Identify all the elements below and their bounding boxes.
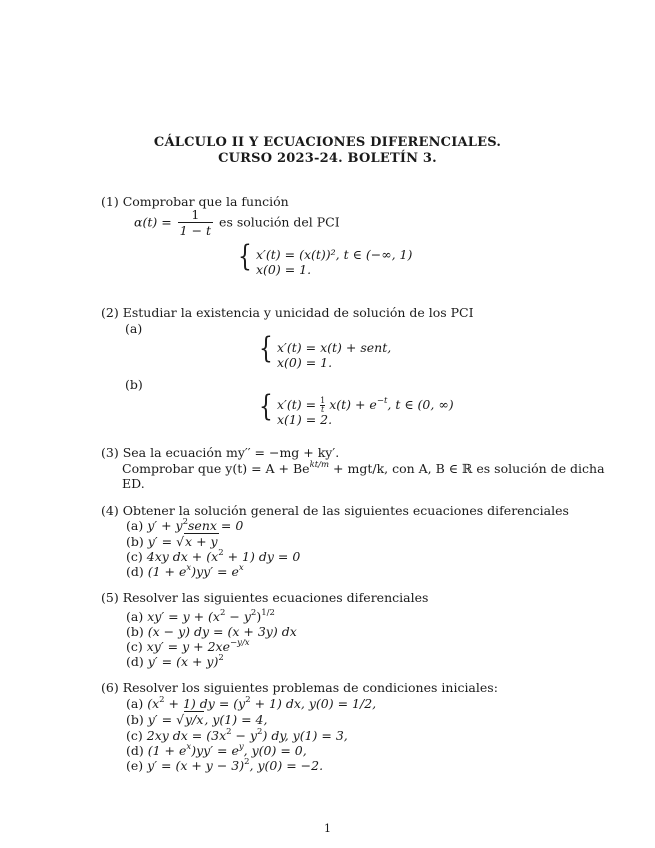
problem-1-eq1: x′(t) = (x(t))², t ∈ (−∞, 1) bbox=[256, 247, 413, 262]
problem-6-statement: (6) Resolver los siguientes problemas de condiciones iniciales: bbox=[101, 680, 498, 695]
problem-1-statement: (1) Comprobar que la función bbox=[101, 194, 289, 209]
system-brace: { bbox=[259, 331, 273, 365]
problem-5d: (d) $y' = (x + y)^2$ bbox=[126, 653, 224, 669]
problem-4a: (a) $y' + y^2senx = 0$ bbox=[126, 517, 244, 533]
page-number: 1 bbox=[324, 822, 331, 835]
problem-5-statement: (5) Resolver las siguientes ecuaciones diferenciales bbox=[101, 590, 429, 605]
problem-5-number: (5) bbox=[101, 590, 119, 605]
problem-3-line3: ED. bbox=[122, 476, 145, 491]
problem-1-number: (1) bbox=[101, 194, 119, 209]
system-brace: { bbox=[238, 239, 252, 273]
problem-6a: (a) $(x^2 + 1)$ dy = $(y^2 + 1)$ dx, y(0) = 1/2, bbox=[126, 695, 377, 711]
problem-4-statement: (4) Obtener la solución general de las siguientes ecuaciones diferenciales bbox=[101, 503, 569, 518]
problem-5c: (c) $xy' = y + 2xe^{-y/x}$ bbox=[126, 638, 250, 654]
problem-1-function: α(t) = $\frac{1}{1 - t}$ es solución del PCI bbox=[134, 207, 340, 238]
fraction: $\frac{1}{t}$ bbox=[320, 396, 326, 414]
problem-2a-label: (a) bbox=[125, 321, 143, 336]
problem-3-number: (3) bbox=[101, 445, 119, 460]
problem-6e: (e) $y' = (x + y - 3)^2$, y(0) = −2. bbox=[126, 757, 324, 773]
problem-6d: (d) $(1 + e^x)yy' = e^y$, y(0) = 0, bbox=[126, 742, 307, 758]
problem-5a: (a) $xy' = y + (x^2 - y^2)^{1/2}$ bbox=[126, 608, 275, 624]
problem-4-number: (4) bbox=[101, 503, 119, 518]
problem-4d: (d) $(1 + e^x)yy' = e^x$ bbox=[126, 563, 244, 579]
problem-2-number: (2) bbox=[101, 305, 119, 320]
problem-2b-eq1: x′(t) = $\frac{1}{t} x(t) + e^{-t}$, t ∈ (0, ∞) bbox=[277, 396, 454, 414]
problem-2a-eq2: x(0) = 1. bbox=[277, 355, 333, 370]
problem-6b: (b) y′ = √y/x, y(1) = 4, bbox=[126, 712, 268, 727]
problem-2b-eq2: x(1) = 2. bbox=[277, 412, 333, 427]
problem-6c: (c) 2xy dx = $(3x^2 - y^2)$ dy, y(1) = 3, bbox=[126, 727, 348, 743]
problem-2b-label: (b) bbox=[125, 377, 143, 392]
problem-2a-eq1: x′(t) = x(t) + sent, bbox=[277, 340, 392, 355]
problem-3-line2: Comprobar que $y(t) = A + Be^{kt/m} + mgt/k$, con A, B ∈ ℝ es solución de dicha bbox=[122, 460, 605, 476]
title-line-2: CURSO 2023-24. BOLETÍN 3. bbox=[218, 151, 437, 166]
fraction: $\frac{1}{1 - t}$ bbox=[179, 207, 212, 238]
title-line-1: CÁLCULO II Y ECUACIONES DIFERENCIALES. bbox=[153, 135, 502, 150]
problem-3-statement: (3) Sea la ecuación my′′ = −mg + ky′. bbox=[101, 445, 340, 460]
problem-5b: (b) (x − y) dy = (x + 3y) dx bbox=[126, 624, 297, 639]
problem-1-eq2: x(0) = 1. bbox=[256, 262, 312, 277]
problem-2-statement: (2) Estudiar la existencia y unicidad de solución de los PCI bbox=[101, 305, 474, 320]
problem-6-number: (6) bbox=[101, 680, 119, 695]
system-brace: { bbox=[259, 389, 273, 423]
problem-4c: (c) 4xy dx + $(x^2 + 1)$ dy = 0 bbox=[126, 548, 301, 564]
problem-4b: (b) y′ = √x + y bbox=[126, 534, 218, 549]
